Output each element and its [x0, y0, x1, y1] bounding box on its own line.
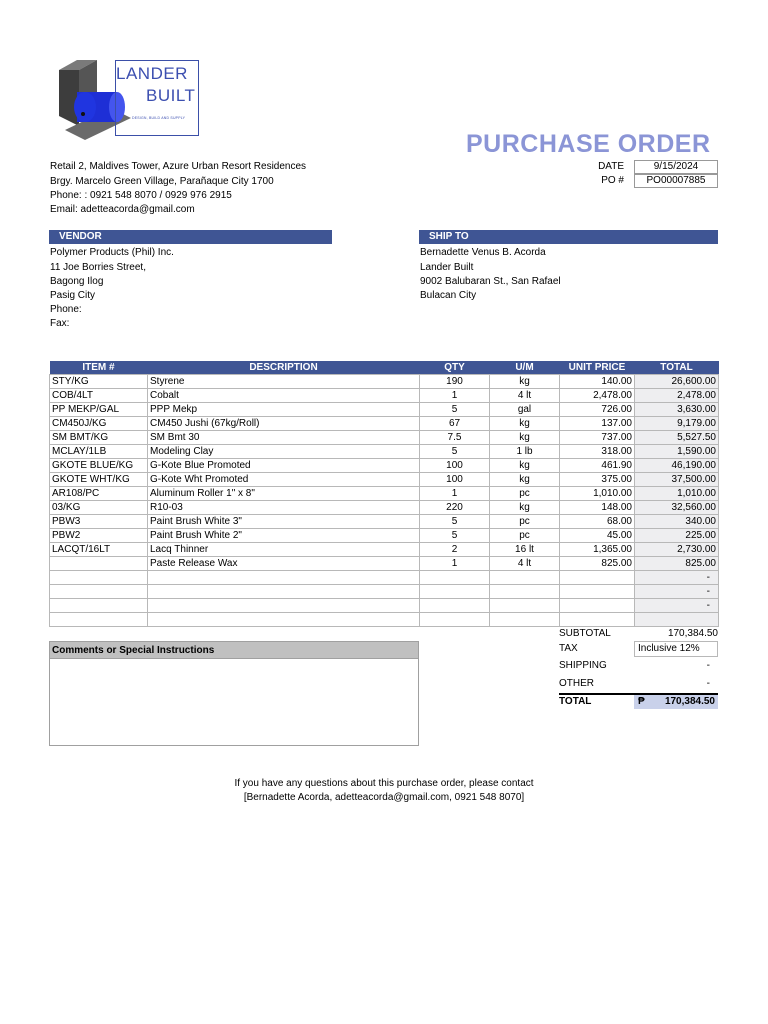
cell-item-code: STY/KG [50, 375, 148, 389]
cell-unit-price: 1,365.00 [560, 543, 635, 557]
cell-unit-price [560, 613, 635, 627]
date-label: DATE [598, 161, 624, 172]
cell-item-code: LACQT/16LT [50, 543, 148, 557]
cell-total: 340.00 [635, 515, 719, 529]
company-address-line2: Brgy. Marcelo Green Village, Parañaque City 1700 [50, 176, 274, 187]
vendor-line: Pasig City [50, 290, 96, 301]
cell-qty: 1 [420, 389, 490, 403]
table-row [50, 515, 719, 529]
cell-unit-price: 318.00 [560, 445, 635, 459]
cell-um [490, 571, 560, 585]
cell-total: 5,527.50 [635, 431, 719, 445]
company-phone: Phone: : 0921 548 8070 / 0929 976 2915 [50, 190, 232, 201]
cell-um: kg [490, 501, 560, 515]
cell-unit-price: 45.00 [560, 529, 635, 543]
vendor-header: VENDOR [49, 230, 332, 244]
cell-total: 32,560.00 [635, 501, 719, 515]
cell-item-code: MCLAY/1LB [50, 445, 148, 459]
cell-qty: 1 [420, 487, 490, 501]
vendor-line: Phone: [50, 304, 82, 315]
cell-qty: 2 [420, 543, 490, 557]
cell-description: Aluminum Roller 1" x 8" [148, 487, 420, 501]
shipping-label: SHIPPING [559, 660, 607, 671]
cell-unit-price: 148.00 [560, 501, 635, 515]
table-row [50, 431, 719, 445]
comments-textarea[interactable] [49, 659, 419, 746]
cell-description: Paint Brush White 2" [148, 529, 420, 543]
cell-um: kg [490, 431, 560, 445]
cell-qty: 100 [420, 459, 490, 473]
cell-um [490, 585, 560, 599]
cell-description [148, 613, 420, 627]
cell-description [148, 571, 420, 585]
po-value: PO00007885 [634, 174, 718, 188]
cell-um: gal [490, 403, 560, 417]
cell-total: 225.00 [635, 529, 719, 543]
cell-total: - [635, 571, 719, 585]
cell-description: G-Kote Wht Promoted [148, 473, 420, 487]
cell-item-code: 03/KG [50, 501, 148, 515]
cell-total: 2,730.00 [635, 543, 719, 557]
cell-um: 4 lt [490, 389, 560, 403]
cell-description: Paste Release Wax [148, 557, 420, 571]
cell-um: kg [490, 459, 560, 473]
cell-qty: 5 [420, 403, 490, 417]
total-label: TOTAL [559, 696, 592, 707]
table-row [50, 375, 719, 389]
company-address-line1: Retail 2, Maldives Tower, Azure Urban Resort Residences [50, 161, 307, 172]
cell-total: 37,500.00 [635, 473, 719, 487]
ship-to-line: 9002 Balubaran St., San Rafael [420, 276, 561, 287]
cell-description [148, 599, 420, 613]
cell-item-code: PP MEKP/GAL [50, 403, 148, 417]
cell-unit-price [560, 599, 635, 613]
cell-total: 3,630.00 [635, 403, 719, 417]
table-row [50, 599, 719, 613]
cell-qty: 100 [420, 473, 490, 487]
cell-total: 2,478.00 [635, 389, 719, 403]
cell-unit-price [560, 571, 635, 585]
cell-description [148, 585, 420, 599]
cell-item-code: CM450J/KG [50, 417, 148, 431]
cell-description: Lacq Thinner [148, 543, 420, 557]
cell-item-code: COB/4LT [50, 389, 148, 403]
cell-qty: 5 [420, 445, 490, 459]
cell-item-code: GKOTE WHT/KG [50, 473, 148, 487]
cell-um [490, 599, 560, 613]
ship-to-line: Lander Built [420, 262, 474, 273]
cell-total: 825.00 [635, 557, 719, 571]
cell-qty: 220 [420, 501, 490, 515]
cell-qty: 5 [420, 529, 490, 543]
table-row [50, 473, 719, 487]
table-row [50, 389, 719, 403]
column-header-um: U/M [490, 361, 560, 375]
cell-description: G-Kote Blue Promoted [148, 459, 420, 473]
cell-item-code: SM BMT/KG [50, 431, 148, 445]
table-row [50, 417, 719, 431]
cell-um: pc [490, 487, 560, 501]
vendor-line: Polymer Products (Phil) Inc. [50, 247, 174, 258]
company-email: Email: adetteacorda@gmail.com [50, 204, 195, 215]
cell-unit-price: 137.00 [560, 417, 635, 431]
logo-tagline: DESIGN, BUILD AND SUPPLY [132, 116, 186, 120]
ship-to-line: Bulacan City [420, 290, 477, 301]
cell-um: kg [490, 473, 560, 487]
cell-qty: 5 [420, 515, 490, 529]
cell-total [635, 613, 719, 627]
cell-item-code [50, 613, 148, 627]
table-header-row [50, 361, 719, 375]
table-row [50, 585, 719, 599]
cell-item-code: PBW3 [50, 515, 148, 529]
column-header-total: TOTAL [635, 361, 719, 375]
column-header-unit-price: UNIT PRICE [560, 361, 635, 375]
other-value: - [706, 678, 710, 689]
cell-total: 1,010.00 [635, 487, 719, 501]
cell-total: - [635, 585, 719, 599]
cell-item-code: AR108/PC [50, 487, 148, 501]
ship-to-header: SHIP TO [419, 230, 718, 244]
cell-description: PPP Mekp [148, 403, 420, 417]
table-row [50, 613, 719, 627]
cell-qty [420, 599, 490, 613]
cell-item-code: GKOTE BLUE/KG [50, 459, 148, 473]
cell-item-code [50, 571, 148, 585]
cell-qty [420, 613, 490, 627]
cell-um: pc [490, 515, 560, 529]
footer-contact-line1: If you have any questions about this purchase order, please contact [234, 778, 534, 789]
cell-unit-price: 140.00 [560, 375, 635, 389]
ship-to-line: Bernadette Venus B. Acorda [420, 247, 546, 258]
cell-um [490, 613, 560, 627]
table-row [50, 403, 719, 417]
table-row [50, 529, 719, 543]
vendor-line: Bagong Ilog [50, 276, 104, 287]
cell-unit-price: 726.00 [560, 403, 635, 417]
tax-label: TAX [559, 643, 578, 654]
cell-total: 26,600.00 [635, 375, 719, 389]
cell-item-code [50, 585, 148, 599]
cell-total: 1,590.00 [635, 445, 719, 459]
cell-unit-price [560, 585, 635, 599]
table-row [50, 501, 719, 515]
cell-qty: 190 [420, 375, 490, 389]
cell-description: Styrene [148, 375, 420, 389]
cell-unit-price: 825.00 [560, 557, 635, 571]
cell-qty: 67 [420, 417, 490, 431]
comments-header: Comments or Special Instructions [49, 641, 419, 659]
cell-um: kg [490, 417, 560, 431]
logo-text-line1: LANDER [116, 64, 188, 83]
cell-total: 46,190.00 [635, 459, 719, 473]
items-table [49, 361, 719, 627]
cell-total: - [635, 599, 719, 613]
footer-contact-line2: [Bernadette Acorda, adetteacorda@gmail.com, 0921 548 8070] [243, 792, 525, 803]
tax-value: Inclusive 12% [634, 641, 718, 657]
column-header-description: DESCRIPTION [148, 361, 420, 375]
cell-um: 4 lt [490, 557, 560, 571]
cell-item-code: PBW2 [50, 529, 148, 543]
cell-item-code [50, 599, 148, 613]
cell-unit-price: 737.00 [560, 431, 635, 445]
other-label: OTHER [559, 678, 594, 689]
cell-description: Paint Brush White 3" [148, 515, 420, 529]
table-row [50, 543, 719, 557]
shipping-value: - [706, 660, 710, 671]
cell-um: 1 lb [490, 445, 560, 459]
cell-item-code [50, 557, 148, 571]
cell-unit-price: 461.90 [560, 459, 635, 473]
cell-qty [420, 571, 490, 585]
vendor-line: Fax: [50, 318, 70, 329]
po-label: PO # [601, 175, 624, 186]
cell-description: SM Bmt 30 [148, 431, 420, 445]
cell-qty: 1 [420, 557, 490, 571]
cell-unit-price: 1,010.00 [560, 487, 635, 501]
logo-text-line2: BUILT [146, 86, 196, 105]
cell-description: Modeling Clay [148, 445, 420, 459]
table-row [50, 487, 719, 501]
column-header-item: ITEM # [50, 361, 148, 375]
vendor-line: 11 Joe Borries Street, [50, 262, 146, 273]
column-header-qty: QTY [420, 361, 490, 375]
cell-qty [420, 585, 490, 599]
cell-description: CM450 Jushi (67kg/Roll) [148, 417, 420, 431]
table-row [50, 571, 719, 585]
cell-unit-price: 2,478.00 [560, 389, 635, 403]
cell-um: kg [490, 375, 560, 389]
cell-description: Cobalt [148, 389, 420, 403]
cell-um: pc [490, 529, 560, 543]
cell-unit-price: 68.00 [560, 515, 635, 529]
cell-unit-price: 375.00 [560, 473, 635, 487]
subtotal-label: SUBTOTAL [559, 628, 611, 639]
cell-description: R10-03 [148, 501, 420, 515]
table-row [50, 557, 719, 571]
cell-qty: 7.5 [420, 431, 490, 445]
currency-symbol: ₱ [638, 696, 645, 707]
cell-total: 9,179.00 [635, 417, 719, 431]
cell-um: 16 lt [490, 543, 560, 557]
page-title: PURCHASE ORDER [466, 130, 711, 158]
date-value: 9/15/2024 [634, 160, 718, 174]
table-row [50, 445, 719, 459]
table-row [50, 459, 719, 473]
total-value: 170,384.50 [664, 696, 715, 707]
subtotal-value: 170,384.50 [667, 628, 718, 639]
